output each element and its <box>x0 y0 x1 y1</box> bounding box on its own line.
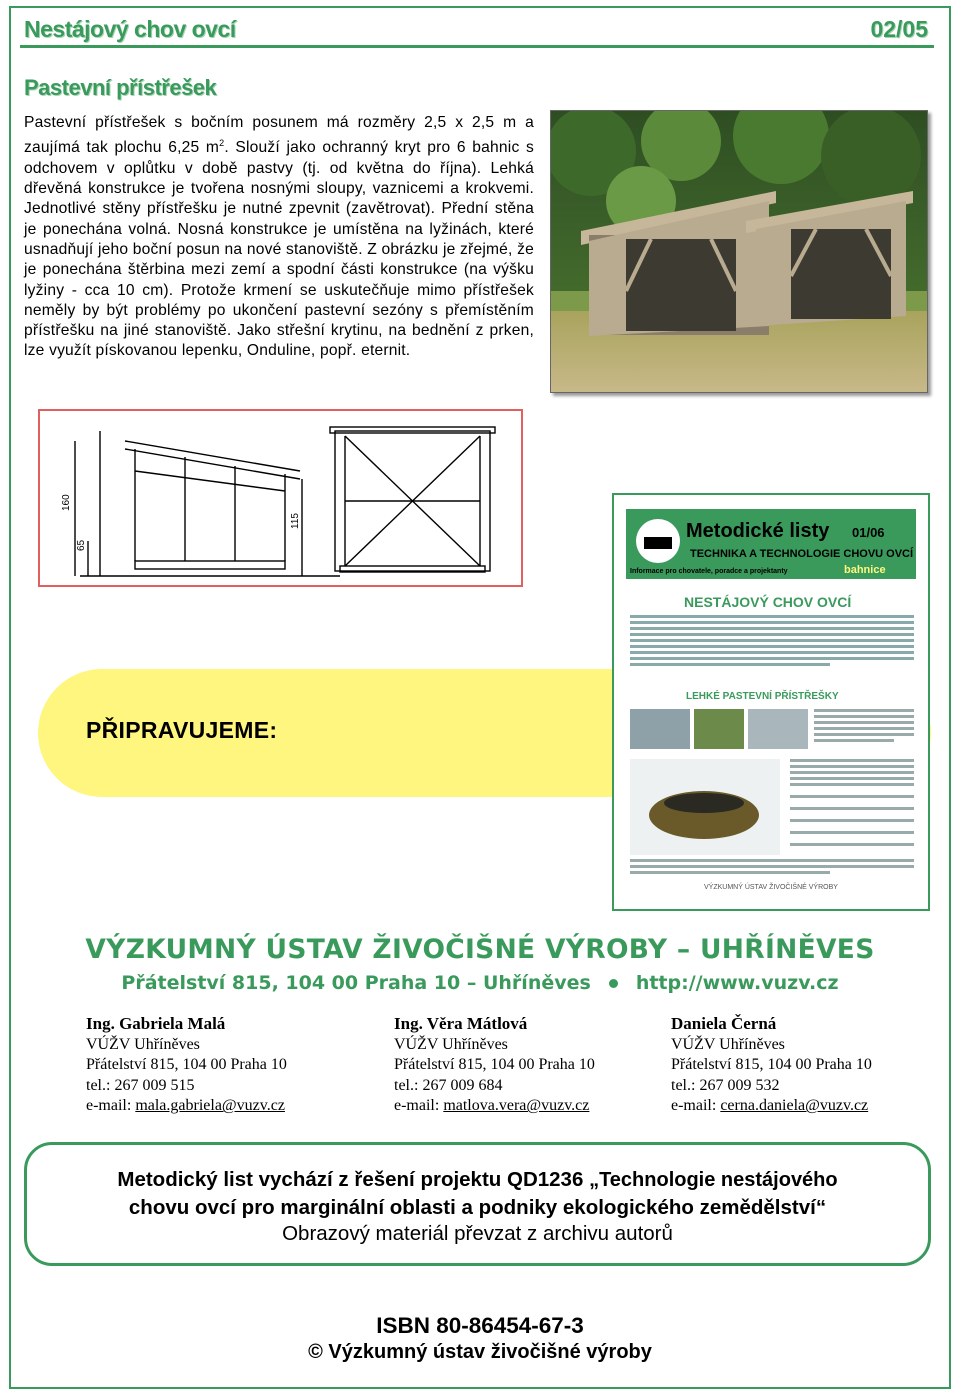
contact-email-label: e-mail: <box>86 1097 136 1115</box>
project-info-box <box>24 1142 931 1266</box>
institute-address <box>0 972 960 994</box>
section-title: Pastevní přístřešek <box>24 75 217 100</box>
contact-phone: tel.: 267 009 515 <box>86 1076 195 1094</box>
contact-name: Daniela Černá <box>671 1014 777 1033</box>
construction-drawing <box>38 409 523 587</box>
mini-info: Informace pro chovatele, poradce a projektanty <box>630 568 788 575</box>
mini-subtitle: TECHNIKA A TECHNOLOGIE CHOVU OVCÍ <box>690 548 914 560</box>
mini-number: 01/06 <box>852 525 885 540</box>
contact-email-label: e-mail: <box>671 1097 721 1115</box>
institute-street: Přátelství 815, 104 00 Praha 10 – Uhříněves <box>121 972 591 994</box>
mini-tag: bahnice <box>844 564 886 576</box>
contact-name: Ing. Věra Mátlová <box>394 1014 528 1033</box>
page-number: 02/05 <box>870 16 928 42</box>
contact-address: Přátelství 815, 104 00 Praha 10 <box>394 1056 595 1074</box>
body-paragraph: Pastevní přístřešek s bočním posunem má rozměry 2,5 x 2,5 m a zaujímá tak plochu 6,25 $m^2$. Slouží jako ochranný kryt pro 6 bahnic s odchovem v oplůtku v době pastvy (tj. od května do října). Lehká dřevěná konstrukce je tvořena nosnými sloupy, vaznicemi a krokvemi. Jednotlivé stěny přístřešku je nutné zpevnit (zavětrovat). Přední stěna je ponechána volná. Nosná konstrukce je umístěna na lyžinách, které usnadňují jeho boční posun na nové stanoviště. Z obrázku je zřejmé, že je ponechána štěrbina mezi zemí a spodní části konstrukce (na výšku lyžiny - cca 10 cm). Protože krmení se uskutečňuje mimo přístřešek neměly by být problémy po ukončení pastevní sezóny s přemístěním přístřešku na jiné stanoviště. Jako střešní krytinu, na bednění z prken, lze využít pískovanou lepenku, Onduline, popř. eternit. <box>24 114 534 360</box>
contact-org: VÚŽV Uhříněves <box>394 1035 508 1053</box>
announcement-label: PŘIPRAVUJEME: <box>86 717 278 743</box>
contact-org: VÚŽV Uhříněves <box>86 1035 200 1053</box>
dim-115: 115 <box>290 513 301 529</box>
mini-subheading: LEHKÉ PASTEVNÍ PŘÍSTŘEŠKY <box>686 691 839 702</box>
bullet-icon <box>609 979 618 988</box>
contact-card <box>394 1014 595 1117</box>
dim-65: 65 <box>76 539 87 551</box>
mini-footer: VÝZKUMNÝ ÚSTAV ŽIVOČIŠNÉ VÝROBY <box>704 884 838 891</box>
next-issue-preview <box>612 493 930 911</box>
dim-160: 160 <box>61 494 72 511</box>
contact-card <box>86 1014 287 1117</box>
institute-name: VÝZKUMNÝ ÚSTAV ŽIVOČIŠNÉ VÝROBY – UHŘÍNĚVES <box>85 934 875 965</box>
contact-email-link[interactable]: mala.gabriela@vuzv.cz <box>135 1097 285 1115</box>
copyright: © Výzkumný ústav živočišné výroby <box>308 1341 652 1363</box>
mini-title: Metodické listy <box>686 520 830 542</box>
contact-phone: tel.: 267 009 532 <box>671 1076 780 1094</box>
contact-email-link[interactable]: matlova.vera@vuzv.cz <box>443 1097 590 1115</box>
contact-address: Přátelství 815, 104 00 Praha 10 <box>86 1056 287 1074</box>
mini-heading: NESTÁJOVÝ CHOV OVCÍ <box>684 594 852 610</box>
contact-email-link[interactable]: cerna.daniela@vuzv.cz <box>720 1097 869 1115</box>
page-header <box>20 14 934 48</box>
contact-phone: tel.: 267 009 684 <box>394 1076 503 1094</box>
isbn: ISBN 80-86454-67-3 <box>376 1313 584 1338</box>
contact-name: Ing. Gabriela Malá <box>86 1014 226 1033</box>
shelter-photo <box>550 110 928 393</box>
project-line-2: chovu ovcí pro marginální oblasti a podniky ekologického zemědělství“ <box>128 1196 827 1219</box>
contact-org: VÚŽV Uhříněves <box>671 1035 785 1053</box>
contact-email-label: e-mail: <box>394 1097 444 1115</box>
project-line-3: Obrazový materiál převzat z archivu autorů <box>282 1222 673 1245</box>
project-line-1: Metodický list vychází z řešení projektu QD1236 „Technologie nestájového <box>117 1168 838 1191</box>
institute-web[interactable]: http://www.vuzv.cz <box>635 972 839 994</box>
contact-address: Přátelství 815, 104 00 Praha 10 <box>671 1056 872 1074</box>
header-title: Nestájový chov ovcí <box>24 16 236 42</box>
contact-card <box>671 1014 872 1117</box>
